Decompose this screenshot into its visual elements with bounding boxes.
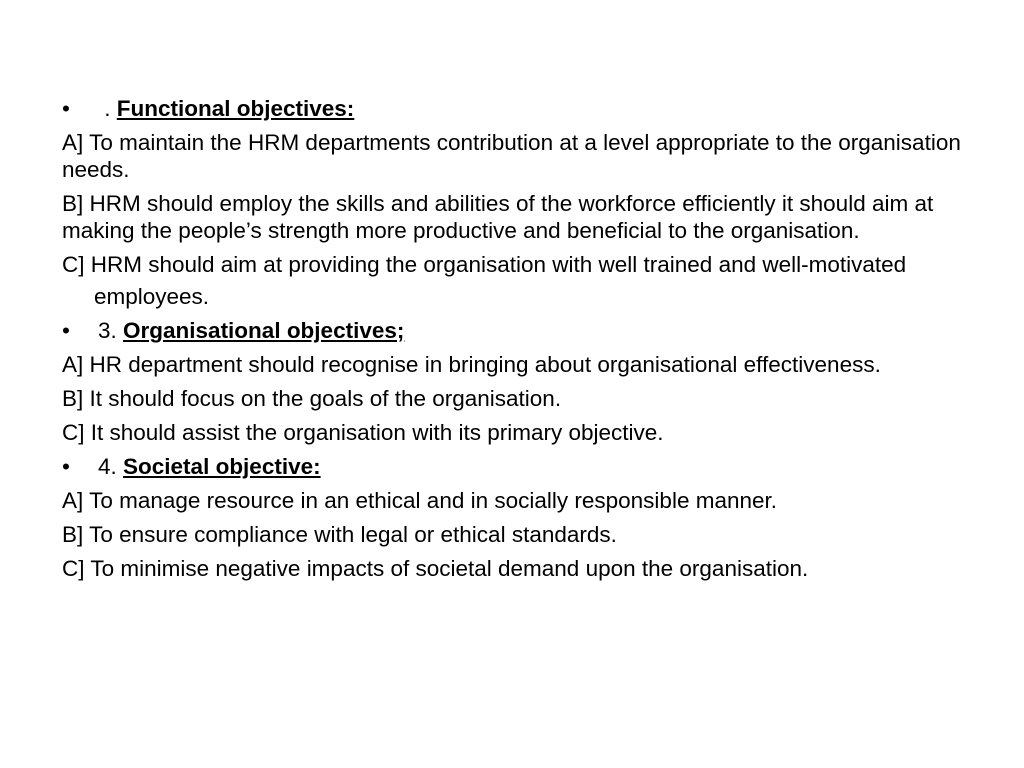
section-heading-societal <box>62 453 972 480</box>
section-number: 4. <box>98 454 124 479</box>
list-item-continuation: employees. <box>94 284 210 309</box>
section-number: . <box>98 96 117 121</box>
list-item: C] To minimise negative impacts of societal demand upon the organisation. <box>62 556 809 581</box>
list-item: A] HR department should recognise in bringing about organisational effectiveness. <box>62 352 881 377</box>
section-heading-text: Organisational objectives; <box>123 318 405 343</box>
section-heading-text: Functional objectives: <box>116 96 355 121</box>
list-item: B] It should focus on the goals of the organisation. <box>62 386 562 411</box>
list-item: C] HRM should aim at providing the organisation with well trained and well-motivated <box>62 252 907 277</box>
list-item: A] To manage resource in an ethical and in socially responsible manner. <box>62 488 778 513</box>
bullet-icon: • <box>62 454 70 479</box>
section-heading-functional <box>62 95 972 122</box>
bullet-icon: • <box>62 96 70 121</box>
slide-content <box>62 95 972 589</box>
section-heading-text: Societal objective: <box>123 454 321 479</box>
list-item: C] It should assist the organisation with its primary objective. <box>62 420 664 445</box>
list-item: A] To maintain the HRM departments contribution at a level appropriate to the organisation needs. <box>62 130 961 182</box>
section-number: 3. <box>98 318 124 343</box>
list-item: B] To ensure compliance with legal or ethical standards. <box>62 522 617 547</box>
bullet-icon: • <box>62 318 70 343</box>
list-item: B] HRM should employ the skills and abilities of the workforce efficiently it should aim at making the people’s strength more productive and beneficial to the organisation. <box>62 191 934 243</box>
section-heading-organisational <box>62 317 972 344</box>
